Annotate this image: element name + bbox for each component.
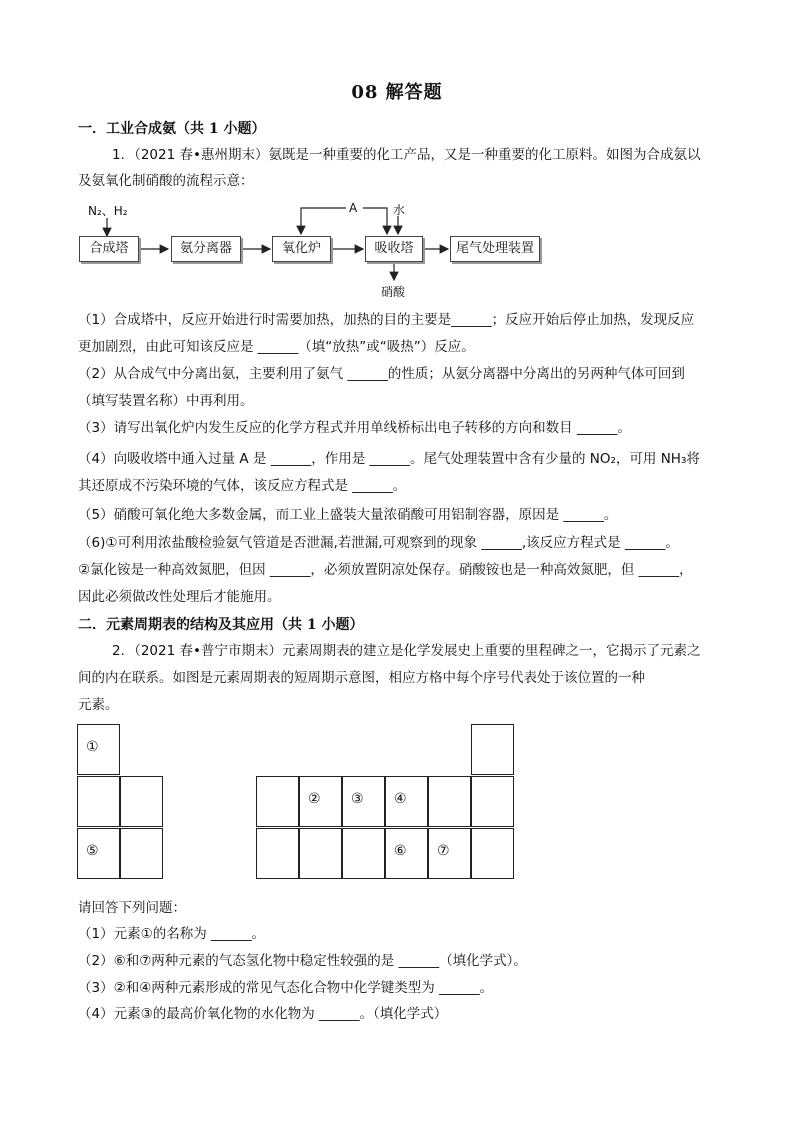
q2-part-line: （1）元素①的名称为 ______。 (78, 926, 265, 942)
table-cell (77, 724, 120, 775)
table-cell (385, 776, 428, 827)
cell-label: ⑦ (437, 843, 450, 859)
nitric-acid-label: 硝酸 (381, 285, 406, 299)
question-2-prompt: 请回答下列问题： (78, 900, 186, 916)
periodic-table-grid (77, 724, 517, 884)
question-1-line-1: 1．（2021 春•惠州期末）氨既是一种重要的化工产品，又是一种重要的化工原料。如图为合成氨以 (112, 147, 701, 163)
cell-label: ③ (351, 791, 364, 807)
table-cell (428, 828, 471, 879)
table-cell (471, 828, 514, 879)
tail-gas-treatment-box: 尾气处理装置 (450, 236, 540, 262)
q2-part-line: （3）②和④两种元素形成的常见气态化合物中化学键类型为 ______。 (78, 980, 494, 996)
cell-label: ① (86, 739, 99, 755)
synthesis-tower-box: 合成塔 (79, 236, 139, 262)
q1-part-line: 其还原成不污染环境的气体，该反应方程式是 ______。 (78, 478, 407, 494)
q1-part-line: ②氯化铵是一种高效氮肥，但因 ______，必须放置阴凉处保存。硝酸铵也是一种高效氮肥，但 ______， (78, 562, 693, 578)
water-label: 水 (393, 203, 406, 217)
page-title: 08 解答题 (351, 82, 443, 103)
table-cell (120, 776, 163, 827)
cell-label: ④ (394, 791, 407, 807)
table-cell (385, 828, 428, 879)
q1-part-line: （4）向吸收塔中通入过量 A 是 ______，作用是 ______。尾气处理装置中含有少量的 NO₂，可用 NH₃将 (78, 451, 700, 467)
input-gas-label: N₂、H₂ (88, 204, 128, 218)
absorption-tower-box: 吸收塔 (365, 236, 423, 262)
table-cell (299, 828, 342, 879)
question-1-line-2: 及氨氧化制硝酸的流程示意： (78, 173, 254, 189)
table-cell (471, 776, 514, 827)
question-2-line-3: 元素。 (78, 697, 119, 713)
cell-label: ② (308, 791, 321, 807)
section-heading-1: 一．工业合成氨（共 1 小题） (78, 121, 266, 137)
q1-part-line: （3）请写出氧化炉内发生反应的化学方程式并用单线桥标出电子转移的方向和数目 ______。 (78, 420, 631, 436)
question-2-line-1: 2．（2021 春•普宁市期末）元素周期表的建立是化学发展史上重要的里程碑之一，它揭示了元素之 (112, 643, 701, 659)
table-cell (471, 724, 514, 775)
table-cell (342, 776, 385, 827)
q2-part-line: （2）⑥和⑦两种元素的气态氢化物中稳定性较强的是 ______（填化学式）。 (78, 953, 527, 969)
q1-part-line: （1）合成塔中，反应开始进行时需要加热，加热的目的主要是______；反应开始后停止加热，发现反应 (78, 312, 695, 328)
table-cell (120, 828, 163, 879)
table-cell (256, 828, 299, 879)
q1-part-line: （5）硝酸可氧化绝大多数金属，而工业上盛装大量浓硝酸可用铝制容器，原因是 ______。 (78, 507, 618, 523)
oxidation-furnace-box: 氧化炉 (272, 236, 331, 262)
table-cell (77, 828, 120, 879)
table-cell (299, 776, 342, 827)
ammonia-process-diagram (76, 196, 546, 301)
table-cell (77, 776, 120, 827)
q1-part-line: （6)①可利用浓盐酸检验氨气管道是否泄漏,若泄漏,可观察到的现象 ______,该反应方程式是 ______。 (78, 535, 679, 551)
q2-part-line: （4）元素③的最高价氧化物的水化物为 ______。（填化学式） (78, 1006, 448, 1022)
cell-label: ⑥ (394, 843, 407, 859)
question-2-line-2: 间的内在联系。如图是元素周期表的短周期示意图，相应方格中每个序号代表处于该位置的一种 (78, 670, 645, 686)
section-heading-2: 二．元素周期表的结构及其应用（共 1 小题） (78, 617, 364, 633)
table-cell (256, 776, 299, 827)
ammonia-separator-box: 氨分离器 (171, 236, 241, 262)
table-cell (342, 828, 385, 879)
q1-part-line: 更加剧烈，由此可知该反应是 ______（填“放热”或“吸热”）反应。 (78, 339, 475, 355)
a-label: A (349, 201, 358, 215)
q1-part-line: （2）从合成气中分离出氨，主要利用了氨气 ______的性质；从氨分离器中分离出的另两种气体可回到 (78, 366, 685, 382)
cell-label: ⑤ (86, 843, 99, 859)
table-cell (428, 776, 471, 827)
q1-part-line: 因此必须做改性处理后才能施用。 (78, 589, 281, 605)
q1-part-line: （填写装置名称）中再利用。 (78, 393, 254, 409)
